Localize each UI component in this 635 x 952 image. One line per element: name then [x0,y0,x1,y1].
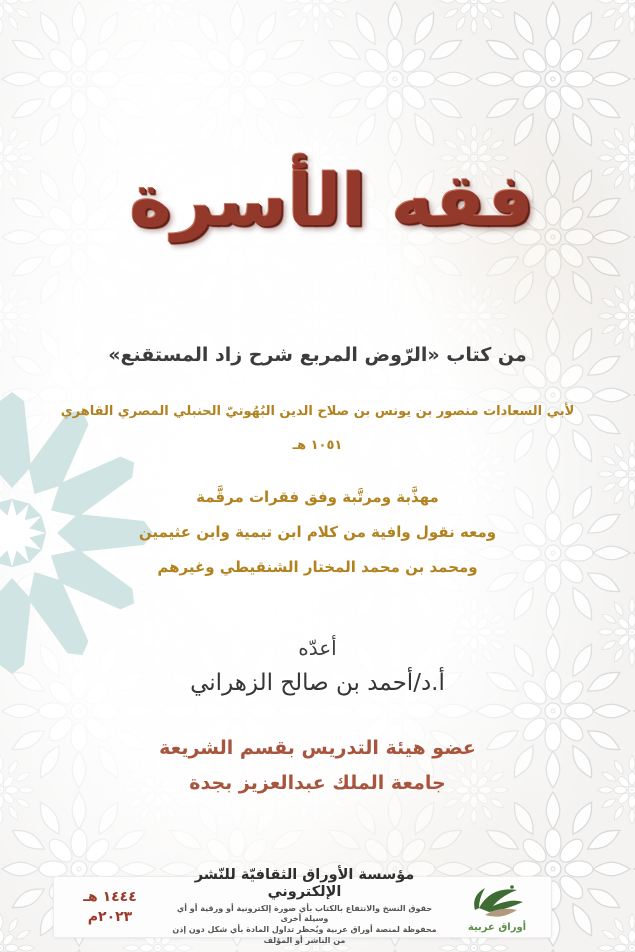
cover-title: فقه الأسرة [129,158,534,242]
publisher-name: مؤسسة الأوراق الثقافيّة للنّشر الإلكتروني [194,867,415,900]
feature-line: ومعه نقول وافية من كلام ابن تيمية وابن عثيمين [138,523,497,541]
logo-text: أوراق عربية [467,921,527,933]
feature-line: ومحمد بن محمد المختار الشنقيطي وغيرهم [157,558,478,576]
prepared-by-name: أ.د/أحمد بن صالح الزهراني [190,670,445,696]
gregorian-year: ٢٠٢٣م [87,909,133,925]
original-author: لأبي السعادات منصور بن يونس بن صلاح الدين البُهُوتيّ الحنبلي المصري القاهري [60,404,575,419]
publisher-footer-bar [53,867,552,945]
prepared-by-label: أعدّه [298,636,337,660]
feature-line: مهذَّبة ومرتَّبة وفق فقرات مرقَّمة [196,488,439,506]
rights-notice [166,904,443,947]
death-year: ١٠٥١ هـ [292,438,343,453]
rights-line: حقوق النسخ والانتفاع بالكتاب بأي صورة إلكترونية أو ورقية أو أي وسيلة أخرى [176,903,433,924]
arabic-papers-logo-icon [465,884,529,924]
author-affiliation-line: جامعة الملك عبدالعزيز بجدة [189,772,446,794]
publication-dates [54,887,166,928]
rights-line: محفوظة لمنصة أوراق عربية ويُحظر تداول المادة بأي شكل دون إذن من الناشر أو المؤلف [172,925,437,945]
hijri-year: ١٤٤٤ هـ [83,888,137,905]
author-role-line: عضو هيئة التدريس بقسم الشريعة [159,737,476,759]
publisher-logo [443,882,551,933]
edition-features [0,480,635,585]
publisher-info [166,867,443,947]
cover-subtitle: من كتاب «الرّوض المربع شرح زاد المستقنع» [108,344,527,366]
